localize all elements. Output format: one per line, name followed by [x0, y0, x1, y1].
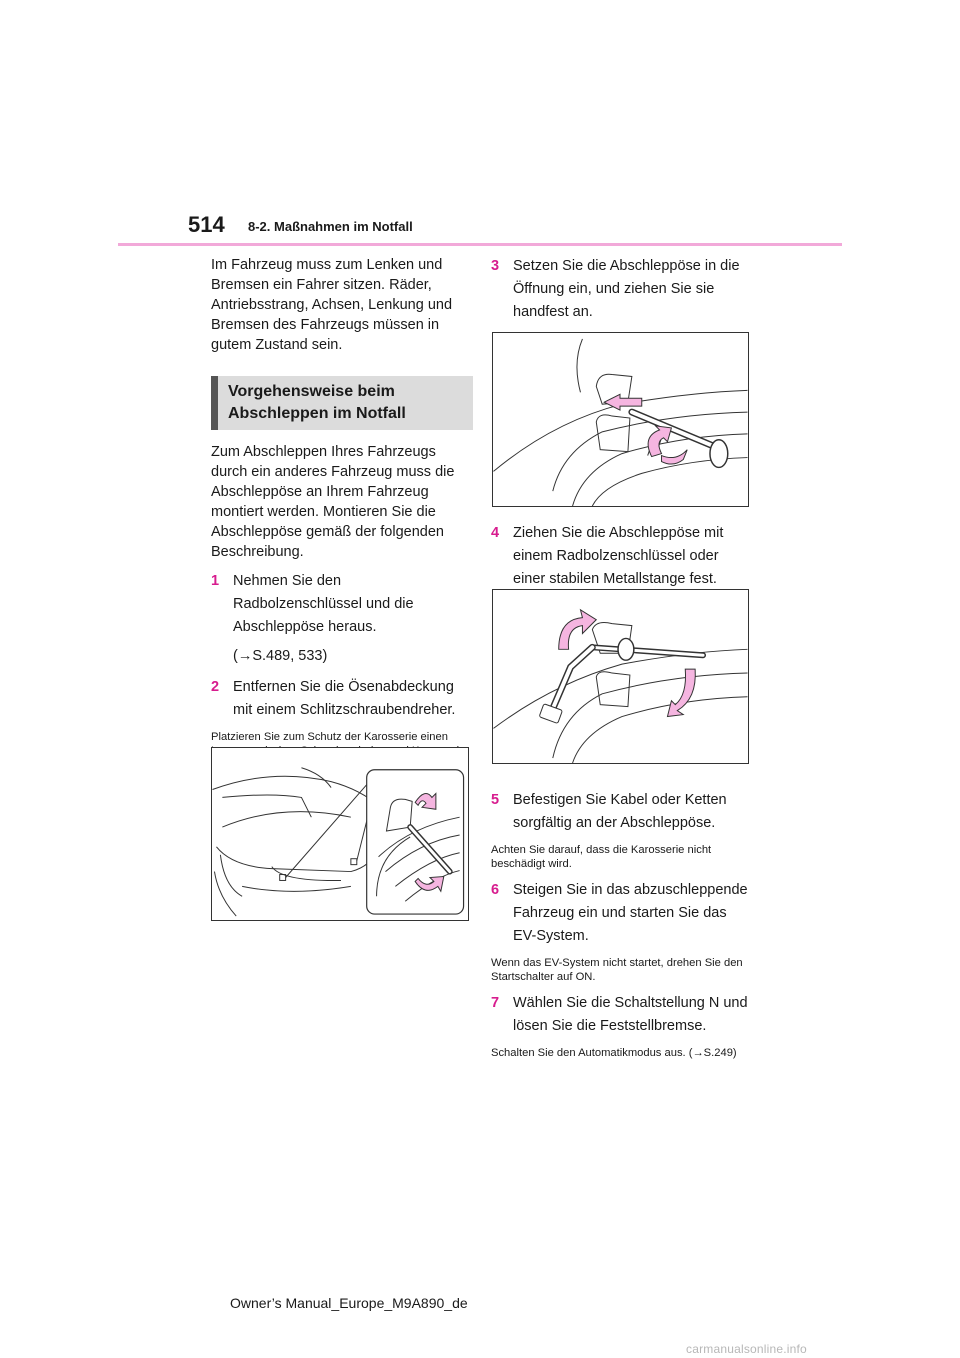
step-7-note: Schalten Sie den Automatikmodus aus. (→S.249) [491, 1047, 737, 1059]
section-title: 8-2. Maßnahmen im Notfall [248, 219, 413, 234]
page-reference[interactable]: (→S.489, 533) [233, 648, 328, 664]
step-7 [491, 992, 753, 1038]
step-4 [491, 522, 753, 591]
page-number: 514 [188, 212, 225, 237]
manual-id-footer: Owner’s Manual_Europe_M9A890_de [230, 1295, 468, 1311]
figure-tighten-tow-eye [492, 589, 749, 764]
tow-eye-tighten-illustration [493, 590, 748, 763]
step-5-note: Achten Sie darauf, dass die Karosserie nicht beschädigt wird. [491, 844, 712, 870]
section-heading: Vorgehensweise beim Abschleppen im Notfall [211, 376, 473, 430]
step-number: 1 [211, 573, 220, 589]
step-1 [211, 570, 473, 668]
step-3 [491, 255, 753, 324]
step-text: Wählen Sie die Schaltstellung N und lösen Sie die Feststellbremse. [513, 995, 748, 1034]
step-2 [211, 676, 473, 722]
step-6 [491, 879, 753, 948]
step-text: Ziehen Sie die Abschleppöse mit einem Radbolzenschlüssel oder einer stabilen Metallstange fest. [513, 525, 724, 587]
step-text: Befestigen Sie Kabel oder Ketten sorgfältig an der Abschleppöse. [513, 792, 727, 831]
step-text: Entfernen Sie die Ösenabdeckung mit einem Schlitzschraubendreher. [233, 679, 456, 718]
step-5 [491, 789, 753, 835]
tow-eye-insert-illustration [493, 333, 748, 506]
step-number: 5 [491, 792, 500, 808]
intro-paragraph: Im Fahrzeug muss zum Lenken und Bremsen ein Fahrer sitzen. Räder, Antriebsstrang, Achsen, Lenkung und Bremsen des Fahrzeugs müssen in gutem Zustand sein. [211, 257, 453, 353]
body-paragraph: Zum Abschleppen Ihres Fahrzeugs durch ein anderes Fahrzeug muss die Abschleppöse an Ihrem Fahrzeug montiert werden. Montieren Sie die Abschleppöse gemäß der folgenden Beschreibung. [211, 444, 455, 560]
car-front-illustration [212, 748, 468, 920]
header-divider [118, 243, 842, 246]
step-number: 3 [491, 258, 500, 274]
step-number: 2 [211, 679, 220, 695]
step-text: Setzen Sie die Abschleppöse in die Öffnung ein, und ziehen Sie sie handfest an. [513, 258, 740, 320]
step-number: 6 [491, 882, 500, 898]
figure-insert-tow-eye [492, 332, 749, 507]
step-6-note: Wenn das EV-System nicht startet, drehen Sie den Startschalter auf ON. [491, 957, 743, 983]
step-number: 7 [491, 995, 500, 1011]
step-text: Steigen Sie in das abzuschleppende Fahrzeug ein und starten Sie das EV-System. [513, 882, 748, 944]
step-number: 4 [491, 525, 500, 541]
step-2-note: Platzieren Sie zum Schutz der Karosserie einen [211, 731, 448, 743]
left-column [211, 255, 473, 780]
watermark[interactable]: carmanualsonline.info [686, 1342, 807, 1356]
figure-remove-cover [211, 747, 469, 921]
step-text: Nehmen Sie den Radbolzenschlüssel und die Abschleppöse heraus. [233, 573, 414, 635]
